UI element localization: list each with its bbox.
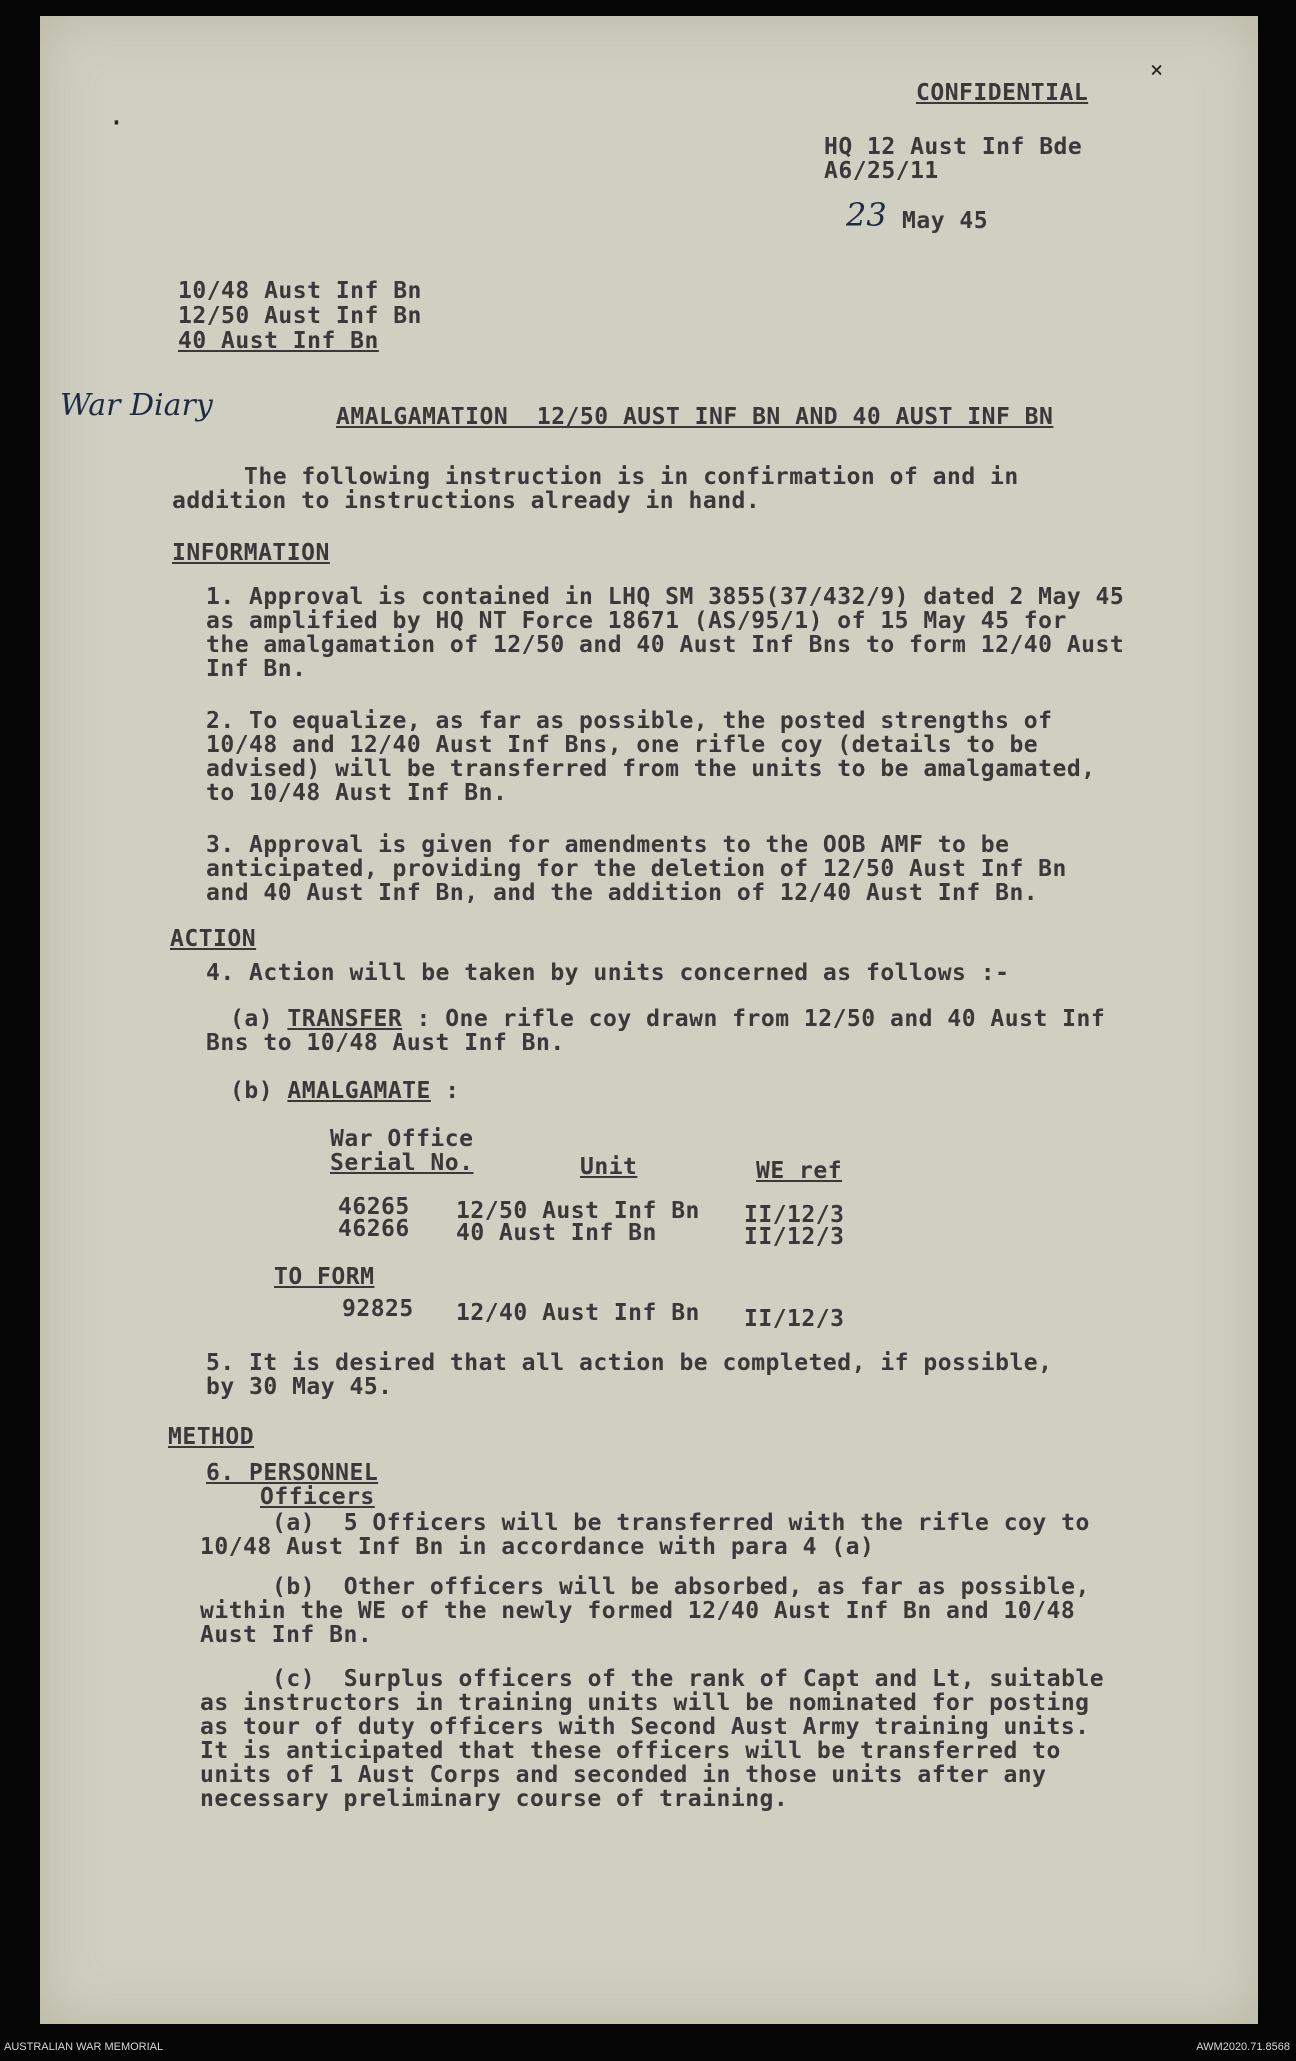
- para4a-prefix: (a): [230, 1006, 288, 1032]
- row-serial: 92825: [342, 1296, 414, 1322]
- to-form-label: TO FORM: [274, 1264, 375, 1290]
- document-page: [40, 16, 1258, 2024]
- col-serial-head-1: War Office: [330, 1126, 474, 1152]
- col-we-head: WE ref: [756, 1158, 843, 1184]
- row-unit: 12/40 Aust Inf Bn: [456, 1300, 700, 1326]
- para6c-line-5: units of 1 Aust Corps and seconded in those units after any: [200, 1762, 1047, 1788]
- para4a-line-2: Bns to 10/48 Aust Inf Bn.: [206, 1030, 565, 1056]
- para4a-text: : One rifle coy drawn from 12/50 and 40 Aust Inf: [402, 1006, 1106, 1032]
- row-unit: 12/50 Aust Inf Bn: [456, 1198, 700, 1224]
- corner-mark: ×: [1150, 58, 1164, 83]
- para6b-line-2: within the WE of the newly formed 12/40 Aust Inf Bn and 10/48: [200, 1598, 1076, 1624]
- para1-line-3: the amalgamation of 12/50 and 40 Aust Inf Bns to form 12/40 Aust: [206, 632, 1125, 658]
- para6b-line-1: (b) Other officers will be absorbed, as far as possible,: [272, 1574, 1090, 1600]
- para6a-line-2: 10/48 Aust Inf Bn in accordance with para 4 (a): [200, 1534, 875, 1560]
- para4b: [230, 1078, 460, 1104]
- addressee-3: 40 Aust Inf Bn: [178, 328, 379, 354]
- row-unit: 40 Aust Inf Bn: [456, 1220, 657, 1246]
- para4: 4. Action will be taken by units concerned as follows :-: [206, 960, 1010, 986]
- section-method: METHOD: [168, 1424, 255, 1450]
- margin-mark: ·: [108, 106, 125, 139]
- intro-line-1: The following instruction is in confirmation of and in: [244, 464, 1019, 490]
- para5-line-2: by 30 May 45.: [206, 1374, 393, 1400]
- footer-credit: AUSTRALIAN WAR MEMORIAL: [4, 2041, 164, 2053]
- para6a-line-1: (a) 5 Officers will be transferred with the rifle coy to: [272, 1510, 1090, 1536]
- para2-line-4: to 10/48 Aust Inf Bn.: [206, 780, 508, 806]
- section-action: ACTION: [170, 926, 257, 952]
- row-we: II/12/3: [744, 1224, 845, 1250]
- para3-line-2: anticipated, providing for the deletion of 12/50 Aust Inf Bn: [206, 856, 1067, 882]
- para6c-line-1: (c) Surplus officers of the rank of Capt and Lt, suitable: [272, 1666, 1105, 1692]
- row-we: II/12/3: [744, 1202, 845, 1228]
- section-information: INFORMATION: [172, 540, 330, 566]
- row-we: II/12/3: [744, 1306, 845, 1332]
- para6c-line-3: as tour of duty officers with Second Aust Army training units.: [200, 1714, 1090, 1740]
- para6c-line-4: It is anticipated that these officers will be transferred to: [200, 1738, 1061, 1764]
- classification: CONFIDENTIAL: [916, 80, 1089, 106]
- addressee-2: 12/50 Aust Inf Bn: [178, 303, 422, 329]
- para6b-line-3: Aust Inf Bn.: [200, 1622, 373, 1648]
- para4a-line-1: [230, 1006, 1105, 1032]
- para1-line-2: as amplified by HQ NT Force 18671 (AS/95/1) of 15 May 45 for: [206, 608, 1067, 634]
- para2-line-1: 2. To equalize, as far as possible, the posted strengths of: [206, 708, 1053, 734]
- para6-heading: 6. PERSONNEL: [206, 1460, 379, 1486]
- para2-line-3: advised) will be transferred from the units to be amalgamated,: [206, 756, 1096, 782]
- reference: A6/25/11: [824, 158, 939, 184]
- transfer-label: TRANSFER: [287, 1006, 403, 1032]
- hq-line: HQ 12 Aust Inf Bde: [824, 134, 1083, 160]
- footer-accession: AWM2020.71.8568: [1196, 2041, 1290, 2053]
- para1-line-4: Inf Bn.: [206, 656, 307, 682]
- para4b-prefix: (b): [230, 1078, 288, 1104]
- para4b-suffix: :: [430, 1078, 460, 1104]
- col-unit-head: Unit: [580, 1154, 638, 1180]
- date-rest: May 45: [902, 208, 989, 234]
- para1-line-1: 1. Approval is contained in LHQ SM 3855(37/432/9) dated 2 May 45: [206, 584, 1125, 610]
- para5-line-1: 5. It is desired that all action be completed, if possible,: [206, 1350, 1053, 1376]
- row-serial: 46266: [338, 1216, 410, 1242]
- document-title: AMALGAMATION 12/50 AUST INF BN AND 40 AUST INF BN: [336, 404, 1054, 430]
- amalgamate-label: AMALGAMATE: [287, 1078, 431, 1104]
- para2-line-2: 10/48 and 12/40 Aust Inf Bns, one rifle coy (details to be: [206, 732, 1039, 758]
- para3-line-3: and 40 Aust Inf Bn, and the addition of 12/40 Aust Inf Bn.: [206, 880, 1039, 906]
- intro-line-2: addition to instructions already in hand.: [172, 488, 761, 514]
- para6c-line-2: as instructors in training units will be nominated for posting: [200, 1690, 1090, 1716]
- row-serial: 46265: [338, 1194, 410, 1220]
- para3-line-1: 3. Approval is given for amendments to the OOB AMF to be: [206, 832, 1010, 858]
- war-diary-annotation: War Diary: [60, 388, 213, 423]
- addressee-1: 10/48 Aust Inf Bn: [178, 278, 422, 304]
- date-day-handwritten: 23: [846, 196, 887, 234]
- col-serial-head-2: Serial No.: [330, 1150, 474, 1176]
- para6-sub: Officers: [260, 1484, 375, 1510]
- para6c-line-6: necessary preliminary course of training.: [200, 1786, 789, 1812]
